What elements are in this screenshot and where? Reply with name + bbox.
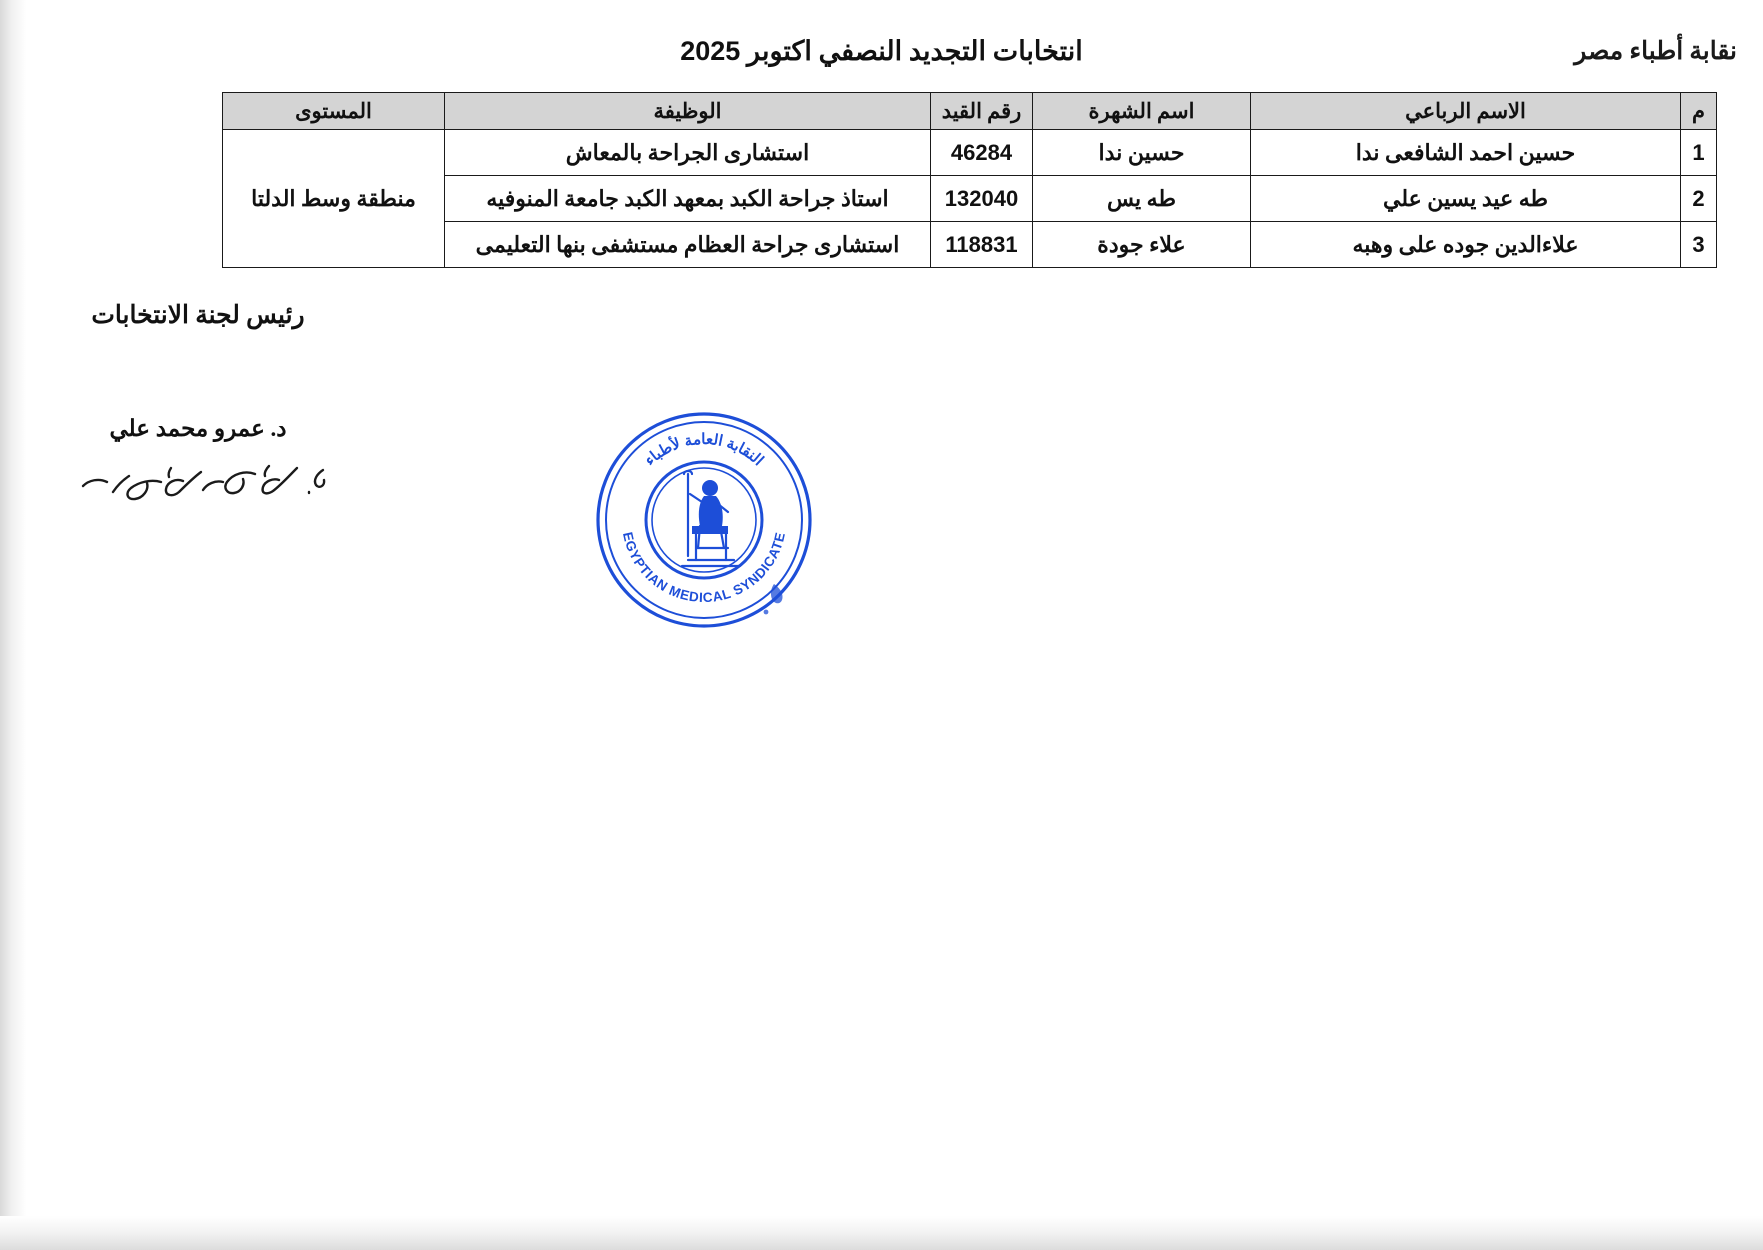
table-header xyxy=(223,93,1717,130)
column-header-known-name: اسم الشهرة xyxy=(1033,93,1251,130)
signature-block xyxy=(68,300,328,442)
cell-level: منطقة وسط الدلتا xyxy=(223,130,445,268)
cell-known-name: حسين ندا xyxy=(1033,130,1251,176)
cell-registration: 118831 xyxy=(931,222,1033,268)
cell-known-name: علاء جودة xyxy=(1033,222,1251,268)
table-body xyxy=(223,130,1717,268)
svg-text:النقابة العامة لأطباء: النقابة العامة لأطباء xyxy=(641,430,767,470)
column-header-position: الوظيفة xyxy=(445,93,931,130)
cell-position: استشارى الجراحة بالمعاش xyxy=(445,130,931,176)
table-header-row xyxy=(223,93,1717,130)
column-header-full-name: الاسم الرباعي xyxy=(1251,93,1681,130)
official-stamp-icon xyxy=(592,408,816,632)
cell-full-name: طه عيد يسين علي xyxy=(1251,176,1681,222)
cell-index: 1 xyxy=(1681,130,1717,176)
document-title-year-value: 2025 xyxy=(680,36,741,66)
cell-known-name: طه يس xyxy=(1033,176,1251,222)
column-header-index: م xyxy=(1681,93,1717,130)
svg-text:EGYPTIAN MEDICAL SYNDICATE: EGYPTIAN MEDICAL SYNDICATE xyxy=(620,530,788,606)
cell-full-name: حسين احمد الشافعى ندا xyxy=(1251,130,1681,176)
handwritten-signature-icon xyxy=(73,452,343,512)
scan-edge-bottom xyxy=(0,1216,1763,1250)
cell-registration: 132040 xyxy=(931,176,1033,222)
table-row xyxy=(223,176,1717,222)
document-title-text: انتخابات التجديد النصفي اكتوبر xyxy=(740,36,1083,66)
cell-index: 3 xyxy=(1681,222,1717,268)
table-row xyxy=(223,222,1717,268)
column-header-level: المستوى xyxy=(223,93,445,130)
document-title xyxy=(0,36,1763,67)
cell-index: 2 xyxy=(1681,176,1717,222)
signature-name: د. عمرو محمد علي xyxy=(109,416,287,441)
column-header-registration-number: رقم القيد xyxy=(931,93,1033,130)
signature-role: رئيس لجنة الانتخابات xyxy=(91,302,305,329)
table-row xyxy=(223,130,1717,176)
cell-full-name: علاءالدين جوده على وهبه xyxy=(1251,222,1681,268)
cell-position: استاذ جراحة الكبد بمعهد الكبد جامعة المنوفيه xyxy=(445,176,931,222)
cell-position: استشارى جراحة العظام مستشفى بنها التعليمى xyxy=(445,222,931,268)
cell-registration: 46284 xyxy=(931,130,1033,176)
scan-edge-left xyxy=(0,0,26,1250)
syndicate-name-header: نقابة أطباء مصر xyxy=(1574,38,1737,65)
candidates-table xyxy=(222,92,1717,268)
